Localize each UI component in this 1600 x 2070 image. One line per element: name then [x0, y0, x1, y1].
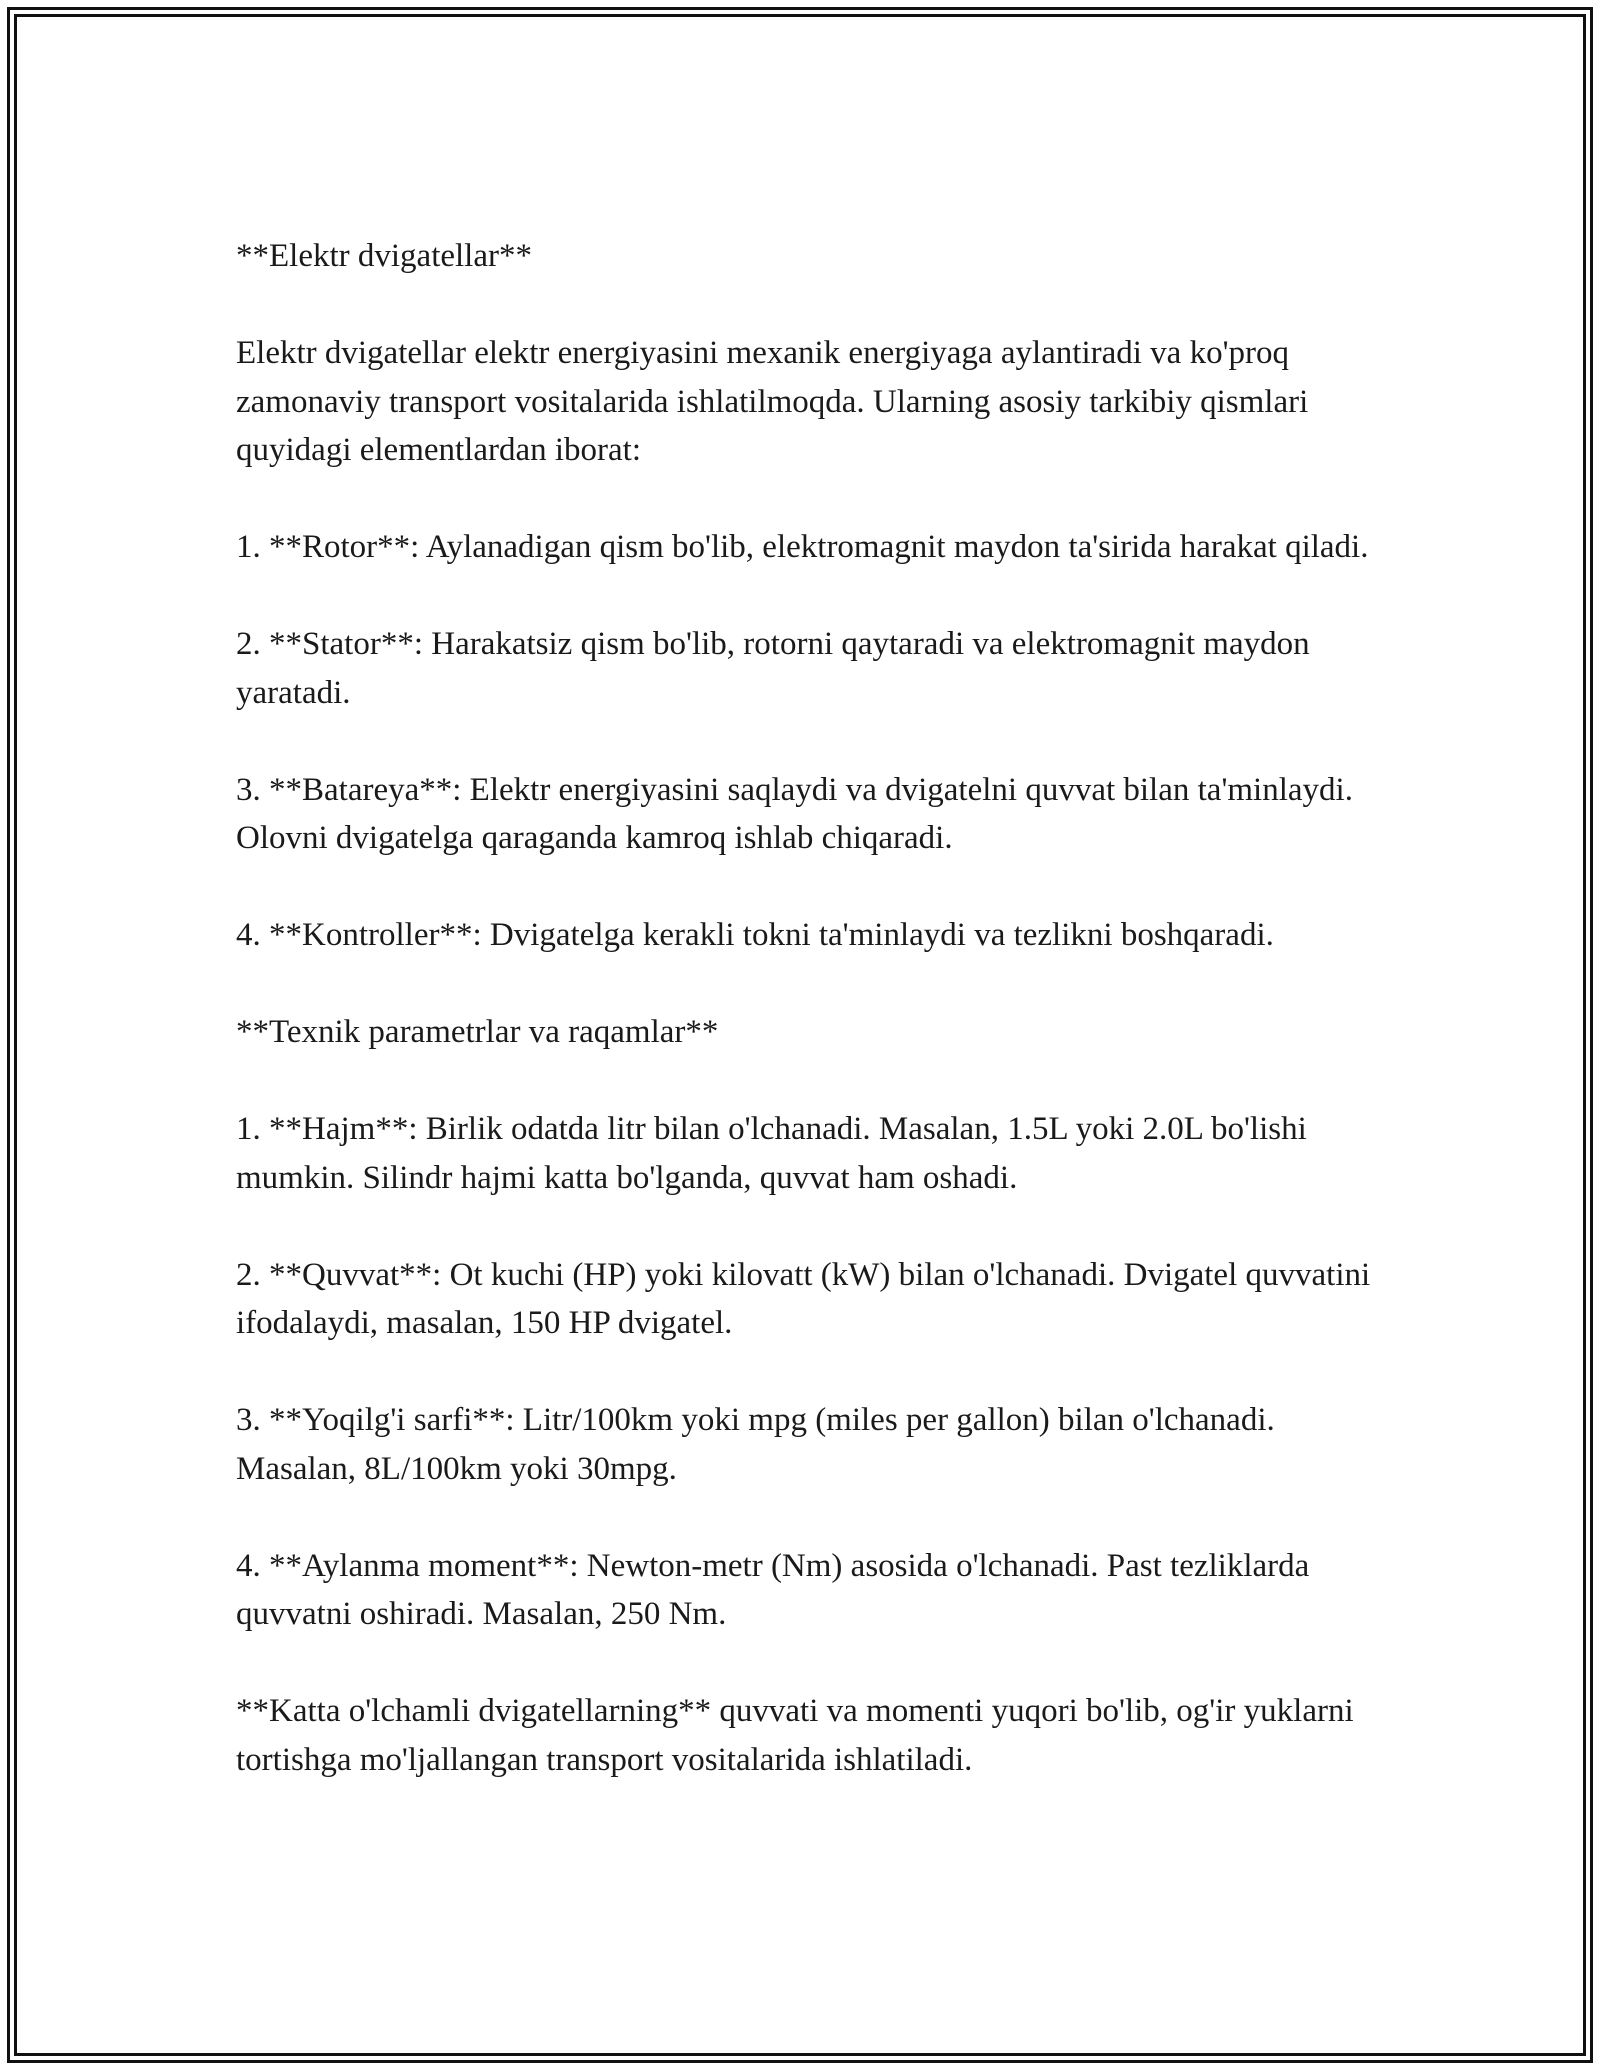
list-item-controller: 4. **Kontroller**: Dvigatelga kerakli tokni ta'minlaydi va tezlikni boshqaradi. — [236, 917, 1274, 953]
list-item-torque: 4. **Aylanma moment**: Newton-metr (Nm) asosida o'lchanadi. Past tezliklarda quvvatni oshiradi. Masalan, 250 Nm. — [236, 1547, 1310, 1632]
section-heading-technical-parameters: **Texnik parametrlar va raqamlar** — [236, 1014, 719, 1050]
list-item-fuel-consumption: 3. **Yoqilg'i sarfi**: Litr/100km yoki mpg (miles per gallon) bilan o'lchanadi. Masalan, 8L/100km yoki 30mpg. — [236, 1402, 1275, 1487]
list-item-power: 2. **Quvvat**: Ot kuchi (HP) yoki kilovatt (kW) bilan o'lchanadi. Dvigatel quvvatini ifodalaydi, masalan, 150 HP dvigatel. — [236, 1256, 1371, 1341]
list-item-stator: 2. **Stator**: Harakatsiz qism bo'lib, rotorni qaytaradi va elektromagnit maydon yaratadi. — [236, 626, 1310, 711]
section-heading-electric-motors: **Elektr dvigatellar** — [236, 238, 532, 274]
document-body — [236, 232, 1376, 1833]
list-item-battery: 3. **Batareya**: Elektr energiyasini saqlaydi va dvigatelni quvvat bilan ta'minlaydi. Olovni dvigatelga qaraganda kamroq ishlab chiqaradi. — [236, 771, 1353, 856]
list-item-volume: 1. **Hajm**: Birlik odatda litr bilan o'lchanadi. Masalan, 1.5L yoki 2.0L bo'lishi mumkin. Silindr hajmi katta bo'lganda, quvvat ham oshadi. — [236, 1111, 1307, 1196]
closing-paragraph: **Katta o'lchamli dvigatellarning** quvvati va momenti yuqori bo'lib, og'ir yuklarni tortishga mo'ljallangan transport vositalarida ishlatiladi. — [236, 1693, 1354, 1778]
intro-paragraph: Elektr dvigatellar elektr energiyasini mexanik energiyaga aylantiradi va ko'proq zamonaviy transport vositalarida ishlatilmoqda. Ularning asosiy tarkibiy qismlari quyidagi elementlardan iborat: — [236, 335, 1309, 468]
list-item-rotor: 1. **Rotor**: Aylanadigan qism bo'lib, elektromagnit maydon ta'sirida harakat qiladi. — [236, 529, 1369, 565]
